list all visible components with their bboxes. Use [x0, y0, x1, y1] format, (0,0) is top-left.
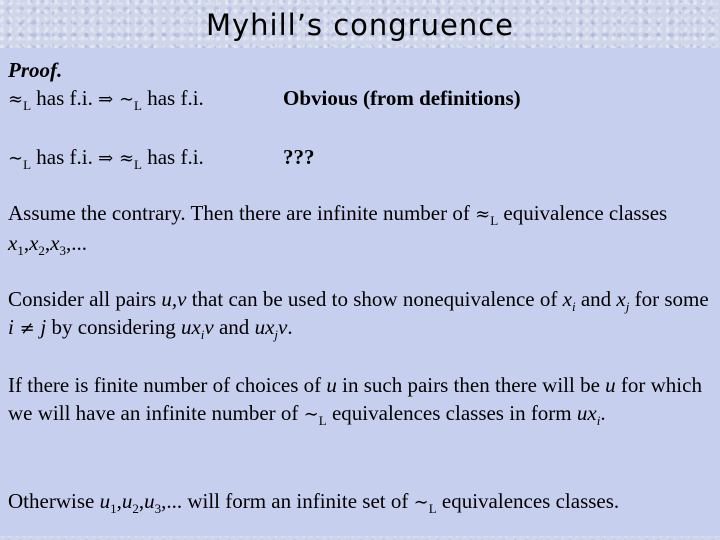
implies-symbol: ⇒: [98, 89, 114, 110]
tilde-relation-symbol: ∼: [303, 404, 319, 425]
var-x: x: [616, 287, 626, 311]
title-bar: [0, 0, 720, 46]
var-v: v: [204, 315, 214, 339]
var-ux: ux: [576, 401, 597, 425]
subscript: 1: [17, 243, 24, 259]
claim-text: has f.i.: [31, 86, 99, 110]
text-run: and: [213, 315, 255, 339]
subscript-j: j: [274, 327, 279, 343]
var-u: u: [144, 489, 155, 513]
proof-label: Proof.: [8, 58, 63, 82]
var-x: x: [50, 231, 60, 255]
var-x: x: [8, 231, 18, 255]
proof-row-1-justification: Obvious (from definitions): [283, 86, 521, 110]
var-j: j: [40, 315, 47, 339]
proof-row-2-justification: ???: [283, 145, 315, 169]
tilde-relation-symbol: ∼: [413, 492, 429, 513]
subscript: 1: [110, 501, 117, 517]
var-ux: ux: [254, 315, 275, 339]
content-panel: [0, 48, 720, 536]
text-run: for some: [629, 287, 709, 311]
subscript-i: i: [571, 299, 576, 315]
paragraph-finite-choices: [8, 371, 712, 429]
text-run: equivalences classes in form: [326, 401, 577, 425]
subscript-j: j: [625, 299, 630, 315]
var-uv: u,v: [161, 287, 187, 311]
text-run: Assume the contrary. Then there are infinite number of: [8, 201, 476, 225]
var-u: u: [121, 489, 133, 513]
var-x: x: [29, 231, 39, 255]
approx-relation-symbol: ≈: [475, 204, 491, 225]
subscript-l: L: [134, 98, 142, 114]
text-run: ,: [116, 489, 122, 513]
subscript-i: i: [200, 327, 205, 343]
text-run: ,: [44, 231, 51, 255]
implies-symbol: ⇒: [98, 148, 114, 169]
proof-label-line: [8, 56, 62, 84]
approx-relation-symbol: ≈: [8, 89, 24, 110]
text-run: ,: [23, 231, 30, 255]
text-run: Otherwise: [8, 489, 100, 513]
tilde-relation-symbol: ∼: [8, 148, 24, 169]
text-run: that can be used to show nonequivalence of: [186, 287, 563, 311]
slide-title: Myhill’s congruence: [205, 8, 515, 42]
var-x: x: [562, 287, 572, 311]
subscript-l: L: [318, 413, 327, 429]
subscript-l: L: [134, 157, 142, 173]
claim-text: has f.i.: [141, 145, 204, 169]
text-run: equivalence classes: [498, 201, 668, 225]
text-run: Consider all pairs: [8, 287, 162, 311]
proof-row-2-claim: [8, 143, 204, 173]
text-run: in such pairs then there will be: [336, 373, 606, 397]
text-run: If there is finite number of choices of: [8, 373, 327, 397]
claim-text: has f.i.: [31, 145, 99, 169]
text-run: .: [600, 401, 606, 425]
not-equal-symbol: ≠: [13, 318, 41, 339]
var-u: u: [99, 489, 111, 513]
text-run: for which we will have an infinite number of: [8, 373, 702, 425]
proof-row-1-claim: [8, 84, 204, 114]
subscript-l: L: [490, 213, 499, 229]
var-ux: ux: [180, 315, 201, 339]
var-v: v: [278, 315, 288, 339]
text-run: equivalences classes.: [436, 489, 620, 513]
text-run: ,: [138, 489, 145, 513]
approx-relation-symbol: ≈: [113, 148, 135, 169]
paragraph-otherwise: [8, 487, 712, 517]
subscript-l: L: [23, 98, 32, 114]
paragraph-assume-contrary: [8, 199, 712, 257]
text-run: .: [287, 315, 293, 339]
text-run: ,...: [65, 231, 87, 255]
subscript-l: L: [23, 157, 32, 173]
paragraph-consider-pairs: [8, 285, 712, 343]
subscript: 2: [132, 501, 139, 517]
subscript: 2: [38, 243, 45, 259]
subscript: 3: [154, 501, 162, 517]
var-i: i: [8, 315, 14, 339]
var-u: u: [605, 373, 616, 397]
subscript-i: i: [596, 413, 601, 429]
subscript-l: L: [428, 501, 437, 517]
tilde-relation-symbol: ∼: [113, 89, 135, 110]
text-run: ,... will form an infinite set of: [161, 489, 414, 513]
subscript: 3: [59, 243, 66, 259]
text-run: by considering: [46, 315, 181, 339]
text-run: and: [575, 287, 617, 311]
var-u: u: [326, 373, 337, 397]
claim-text: has f.i.: [141, 86, 204, 110]
